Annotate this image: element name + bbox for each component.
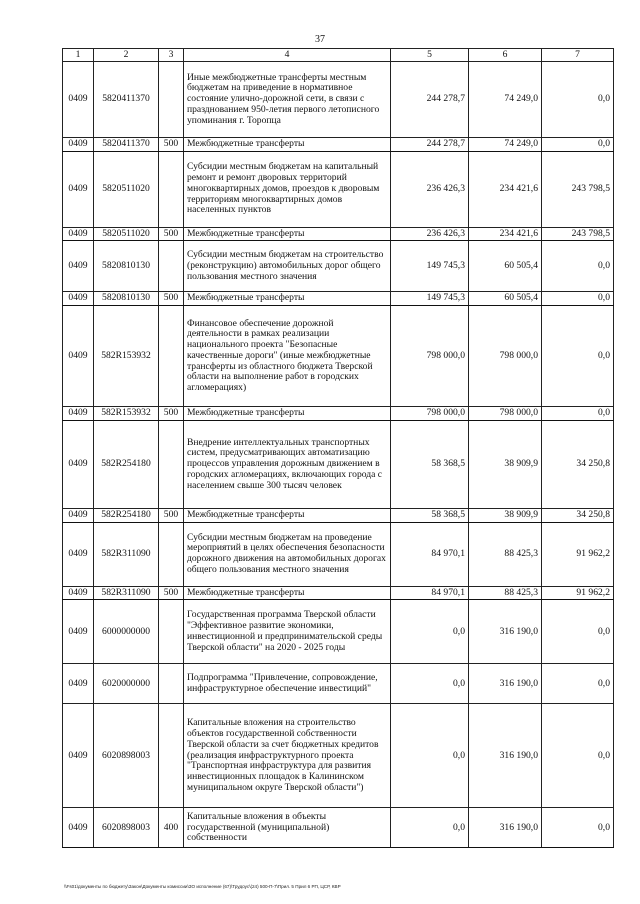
section-cell: 0409 <box>63 420 94 508</box>
item-name-cell: Финансовое обеспечение дорожной деятельности в рамках реализации национального проекта "Безопасные качественные дороги" (иные межбюджетные трансферты из областного бюджета Тверской области на выполнение работ в городских агломерациях) <box>184 306 391 407</box>
table-row <box>63 808 614 848</box>
target-code-cell: 6020898003 <box>94 704 159 808</box>
amount-col6-cell: 798 000,0 <box>469 407 542 421</box>
expense-type-cell <box>159 62 184 138</box>
expense-type-cell <box>159 600 184 664</box>
amount-col6-cell: 316 190,0 <box>469 808 542 848</box>
section-cell: 0409 <box>63 241 94 292</box>
section-cell: 0409 <box>63 600 94 664</box>
table-row <box>63 600 614 664</box>
expense-type-cell <box>159 151 184 227</box>
target-code-cell: 6020898003 <box>94 808 159 848</box>
table-row <box>63 586 614 600</box>
table-row <box>63 306 614 407</box>
expense-type-cell <box>159 704 184 808</box>
amount-col5-cell: 798 000,0 <box>391 306 469 407</box>
amount-col5-cell: 84 970,1 <box>391 586 469 600</box>
amount-col7-cell: 0,0 <box>542 600 614 664</box>
table-row <box>63 292 614 306</box>
expense-type-cell: 500 <box>159 586 184 600</box>
expense-type-cell <box>159 241 184 292</box>
section-cell: 0409 <box>63 227 94 241</box>
target-code-cell: 6000000000 <box>94 600 159 664</box>
column-header: 7 <box>542 49 614 62</box>
amount-col7-cell: 243 798,5 <box>542 151 614 227</box>
table-row <box>63 664 614 704</box>
table-row <box>63 508 614 522</box>
section-cell: 0409 <box>63 407 94 421</box>
table-row <box>63 227 614 241</box>
target-code-cell: 5820511020 <box>94 227 159 241</box>
table-row <box>63 138 614 152</box>
amount-col7-cell: 243 798,5 <box>542 227 614 241</box>
amount-col6-cell: 38 909,9 <box>469 508 542 522</box>
item-name-cell: Субсидии местным бюджетам на строительство (реконструкцию) автомобильных дорог общего пользования местного значения <box>184 241 391 292</box>
item-name-cell: Субсидии местным бюджетам на капитальный ремонт и ремонт дворовых территорий многоквартирных домов, проездов к дворовым территориям многоквартирных домов населенных пунктов <box>184 151 391 227</box>
amount-col7-cell: 0,0 <box>542 292 614 306</box>
target-code-cell: 582R254180 <box>94 508 159 522</box>
table-row <box>63 241 614 292</box>
section-cell: 0409 <box>63 704 94 808</box>
target-code-cell: 5820810130 <box>94 292 159 306</box>
amount-col5-cell: 149 745,3 <box>391 292 469 306</box>
amount-col6-cell: 60 505,4 <box>469 241 542 292</box>
amount-col6-cell: 88 425,3 <box>469 586 542 600</box>
item-name-cell: Межбюджетные трансферты <box>184 227 391 241</box>
section-cell: 0409 <box>63 508 94 522</box>
target-code-cell: 582R311090 <box>94 522 159 586</box>
amount-col6-cell: 798 000,0 <box>469 306 542 407</box>
amount-col5-cell: 236 426,3 <box>391 151 469 227</box>
amount-col6-cell: 234 421,6 <box>469 227 542 241</box>
column-header: 5 <box>391 49 469 62</box>
item-name-cell: Подпрограмма "Привлечение, сопровождение, инфраструктурное обеспечение инвестиций" <box>184 664 391 704</box>
item-name-cell: Межбюджетные трансферты <box>184 407 391 421</box>
table-row <box>63 151 614 227</box>
expense-type-cell: 400 <box>159 808 184 848</box>
amount-col6-cell: 60 505,4 <box>469 292 542 306</box>
expense-type-cell: 500 <box>159 138 184 152</box>
column-header: 3 <box>159 49 184 62</box>
header-row <box>63 49 614 62</box>
amount-col7-cell: 0,0 <box>542 62 614 138</box>
amount-col7-cell: 34 250,8 <box>542 420 614 508</box>
section-cell: 0409 <box>63 808 94 848</box>
amount-col7-cell: 91 962,2 <box>542 586 614 600</box>
amount-col5-cell: 244 278,7 <box>391 62 469 138</box>
section-cell: 0409 <box>63 586 94 600</box>
expense-type-cell <box>159 420 184 508</box>
amount-col5-cell: 149 745,3 <box>391 241 469 292</box>
amount-col7-cell: 0,0 <box>542 664 614 704</box>
amount-col5-cell: 236 426,3 <box>391 227 469 241</box>
amount-col5-cell: 84 970,1 <box>391 522 469 586</box>
amount-col7-cell: 0,0 <box>542 407 614 421</box>
target-code-cell: 5820411370 <box>94 138 159 152</box>
target-code-cell: 582R153932 <box>94 306 159 407</box>
table-body <box>63 62 614 848</box>
expense-type-cell: 500 <box>159 508 184 522</box>
expense-type-cell <box>159 522 184 586</box>
amount-col5-cell: 0,0 <box>391 600 469 664</box>
item-name-cell: Капитальные вложения в объекты государственной (муниципальной) собственности <box>184 808 391 848</box>
amount-col6-cell: 316 190,0 <box>469 704 542 808</box>
item-name-cell: Межбюджетные трансферты <box>184 586 391 600</box>
item-name-cell: Государственная программа Тверской области "Эффективное развитие экономики, инвестиционной и предпринимательской среды Тверской области" на 2020 - 2025 годы <box>184 600 391 664</box>
expense-type-cell: 500 <box>159 292 184 306</box>
item-name-cell: Капитальные вложения на строительство объектов государственной собственности Тверской области за счет бюджетных кредитов (реализация инфраструктурного проекта "Транспортная инфраструктура для развития инвестиционных площадок в Калининском муниципальном округе Тверской области") <box>184 704 391 808</box>
target-code-cell: 5820411370 <box>94 62 159 138</box>
column-header: 1 <box>63 49 94 62</box>
page-number: 37 <box>315 34 325 45</box>
amount-col5-cell: 0,0 <box>391 808 469 848</box>
target-code-cell: 5820810130 <box>94 241 159 292</box>
amount-col5-cell: 58 368,5 <box>391 420 469 508</box>
table-row <box>63 522 614 586</box>
section-cell: 0409 <box>63 664 94 704</box>
column-header: 6 <box>469 49 542 62</box>
table-row <box>63 704 614 808</box>
amount-col5-cell: 244 278,7 <box>391 138 469 152</box>
expense-type-cell: 500 <box>159 407 184 421</box>
amount-col5-cell: 0,0 <box>391 704 469 808</box>
amount-col5-cell: 798 000,0 <box>391 407 469 421</box>
item-name-cell: Иные межбюджетные трансферты местным бюджетам на приведение в нормативное состояние улично-дорожной сети, в связи с празднованием 950-летия первого летописного упоминания г. Торопца <box>184 62 391 138</box>
target-code-cell: 582R153932 <box>94 407 159 421</box>
file-path-footer: \\Fs01\документы по бюджету\Закон\Документы комиссии\ЗО исполнение (67)\Трудоус\(24) 500-П-7\Прил. 5 Прил 6 РП, ЦСР, КВР <box>64 884 341 889</box>
target-code-cell: 5820511020 <box>94 151 159 227</box>
amount-col7-cell: 0,0 <box>542 306 614 407</box>
item-name-cell: Межбюджетные трансферты <box>184 138 391 152</box>
item-name-cell: Внедрение интеллектуальных транспортных систем, предусматривающих автоматизацию процессов управления дорожным движением в городских агломерациях, включающих города с населением свыше 300 тысяч человек <box>184 420 391 508</box>
item-name-cell: Межбюджетные трансферты <box>184 508 391 522</box>
expense-type-cell: 500 <box>159 227 184 241</box>
item-name-cell: Межбюджетные трансферты <box>184 292 391 306</box>
amount-col6-cell: 88 425,3 <box>469 522 542 586</box>
amount-col6-cell: 74 249,0 <box>469 138 542 152</box>
amount-col6-cell: 234 421,6 <box>469 151 542 227</box>
column-header: 4 <box>184 49 391 62</box>
amount-col5-cell: 0,0 <box>391 664 469 704</box>
table-row <box>63 62 614 138</box>
amount-col6-cell: 316 190,0 <box>469 664 542 704</box>
expense-type-cell <box>159 664 184 704</box>
amount-col7-cell: 0,0 <box>542 241 614 292</box>
target-code-cell: 6020000000 <box>94 664 159 704</box>
item-name-cell: Субсидии местным бюджетам на проведение мероприятий в целях обеспечения безопасности дорожного движения на автомобильных дорогах общего пользования местного значения <box>184 522 391 586</box>
table-row <box>63 407 614 421</box>
section-cell: 0409 <box>63 292 94 306</box>
amount-col6-cell: 74 249,0 <box>469 62 542 138</box>
budget-table <box>62 48 614 848</box>
table-row <box>63 420 614 508</box>
target-code-cell: 582R311090 <box>94 586 159 600</box>
amount-col5-cell: 58 368,5 <box>391 508 469 522</box>
amount-col7-cell: 34 250,8 <box>542 508 614 522</box>
section-cell: 0409 <box>63 306 94 407</box>
section-cell: 0409 <box>63 522 94 586</box>
amount-col6-cell: 316 190,0 <box>469 600 542 664</box>
section-cell: 0409 <box>63 62 94 138</box>
amount-col7-cell: 0,0 <box>542 138 614 152</box>
target-code-cell: 582R254180 <box>94 420 159 508</box>
column-header: 2 <box>94 49 159 62</box>
section-cell: 0409 <box>63 138 94 152</box>
section-cell: 0409 <box>63 151 94 227</box>
amount-col7-cell: 0,0 <box>542 704 614 808</box>
amount-col7-cell: 0,0 <box>542 808 614 848</box>
amount-col6-cell: 38 909,9 <box>469 420 542 508</box>
amount-col7-cell: 91 962,2 <box>542 522 614 586</box>
expense-type-cell <box>159 306 184 407</box>
